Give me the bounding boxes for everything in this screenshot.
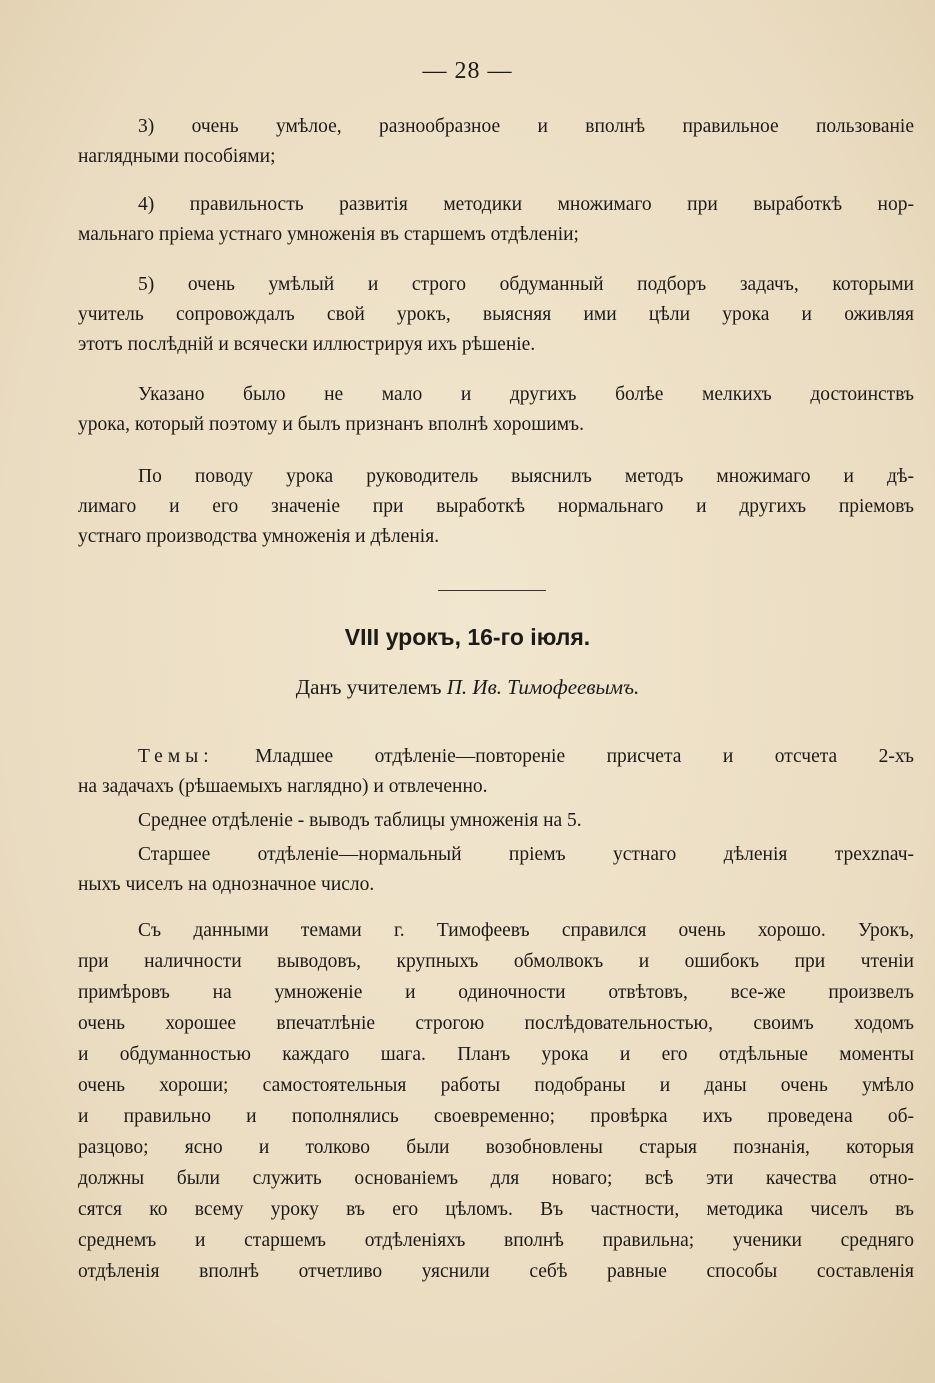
teacher-name: П. Ив. Тимофеевымъ.: [446, 675, 640, 699]
text-line: Съ данными темами г. Тимофеевъ справился очень хорошо. Урокъ,: [138, 920, 914, 941]
text-line: этотъ послѣдній и всячески иллюстрируя ихъ рѣшеніе.: [78, 334, 536, 355]
section-divider: [438, 590, 546, 591]
text-line: на задачахъ (рѣшаемыхъ наглядно) и отвлеченно.: [78, 776, 488, 797]
themes-senior: Старшее отдѣленіе—нормальный пріемъ устнаго дѣленія трехznач-: [138, 844, 914, 865]
text-line: отдѣленія вполнѣ отчетливо уяснили себѣ равные способы составленія: [78, 1261, 914, 1282]
text-line: при наличности выводовъ, крупныхъ обмолвокъ и ошибокъ при чтеніи: [78, 951, 914, 972]
text-line: ныхъ чиселъ на однозначное число.: [78, 874, 375, 895]
paragraph-assessment: [78, 915, 914, 1287]
paragraph-method: [78, 462, 914, 552]
text-line: урока, который поэтому и былъ признанъ вполнѣ хорошимъ.: [78, 414, 584, 435]
text-line: должны были служить основаніемъ для новаго; всѣ эти качества отно-: [78, 1168, 914, 1189]
text-line: учитель сопровождалъ свой урокъ, выясняя ими цѣли урока и оживляя: [78, 304, 914, 325]
text-line: Указано было не мало и другихъ болѣе мелкихъ достоинствъ: [138, 384, 914, 405]
teacher-byline: [0, 675, 935, 700]
paragraph-item-4: [78, 190, 914, 250]
text-line: лимаго и его значеніе при выработкѣ нормальнаго и другихъ пріемовъ: [78, 496, 914, 517]
text-line: среднемъ и старшемъ отдѣленіяхъ вполнѣ правильна; ученики средняго: [78, 1230, 914, 1251]
text-line: сятся ко всему уроку въ его цѣломъ. Въ частности, методика чиселъ въ: [78, 1199, 914, 1220]
text-line: очень хороши; самостоятельныя работы подобраны и даны очень умѣло: [78, 1075, 914, 1096]
text-line: примѣровъ на умноженіе и одиночности отвѣтовъ, все-же произвелъ: [78, 982, 914, 1003]
text-line: разцово; ясно и толково были возобновлены старыя познанія, которыя: [78, 1137, 914, 1158]
text-line: и правильно и пополнялись своевременно; провѣрка ихъ проведена об-: [78, 1106, 914, 1127]
text-line: устнаго производства умноженія и дѣленія.: [78, 526, 440, 547]
text-line: 4) правильность развитія методики множимаго при выработкѣ нор-: [138, 194, 914, 215]
text-line: [78, 742, 914, 772]
text-line: очень хорошее впечатлѣніе строгою послѣдовательностью, своимъ ходомъ: [78, 1013, 914, 1034]
section-heading: VIII урокъ, 16-го іюля.: [344, 624, 591, 650]
themes-middle: Среднее отдѣленіе - выводъ таблицы умноженія на 5.: [138, 810, 582, 831]
paragraph-item-3: [78, 112, 914, 172]
themes-label: Темы:: [138, 746, 214, 767]
paragraph-merits: [78, 380, 914, 440]
paragraph-item-5: [78, 270, 914, 360]
text-line: мальнаго пріема устнаго умноженія въ старшемъ отдѣленіи;: [78, 224, 579, 245]
byline-prefix: Данъ учителемъ: [295, 675, 442, 699]
text-line: 5) очень умѣлый и строго обдуманный подборъ задачъ, которыми: [138, 274, 914, 295]
text-line: и обдуманностью каждаго шага. Планъ урока и его отдѣльные моменты: [78, 1044, 914, 1065]
themes-block: [78, 742, 914, 900]
page-number: — 28 —: [422, 58, 513, 84]
themes-junior: Младшее отдѣленіе—повтореніе присчета и отсчета 2-хъ: [255, 746, 914, 767]
text-line: наглядными пособіями;: [78, 146, 276, 167]
text-line: По поводу урока руководитель выяснилъ методъ множимаго и дѣ-: [138, 466, 914, 487]
text-line: 3) очень умѣлое, разнообразное и вполнѣ правильное пользованіе: [138, 116, 914, 137]
